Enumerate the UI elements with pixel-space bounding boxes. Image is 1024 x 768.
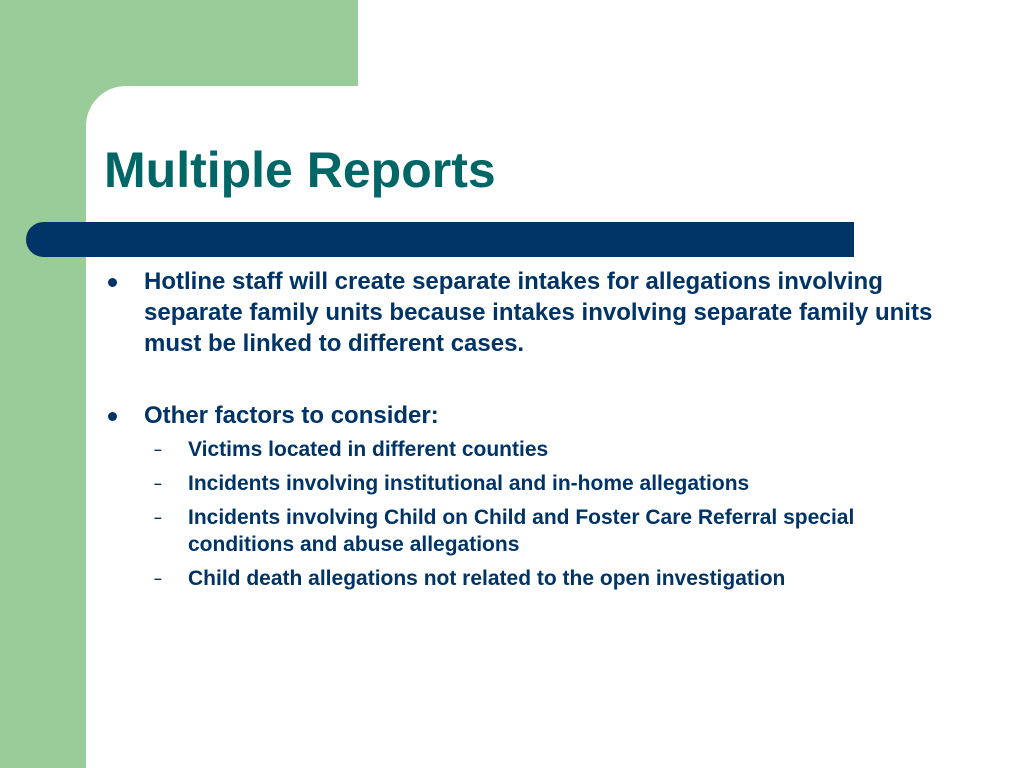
sub-bullet-text: Child death allegations not related to the open investigation <box>188 567 786 590</box>
sub-bullet-text: Incidents involving institutional and in-home allegations <box>188 472 750 495</box>
sub-bullet-item <box>104 504 948 558</box>
sub-bullet-list <box>104 436 984 592</box>
bullet-dot-icon <box>108 412 117 421</box>
sub-bullet-item <box>104 470 948 497</box>
bullet-item <box>104 266 944 359</box>
dash-icon: – <box>154 570 162 586</box>
green-top-block <box>0 0 358 86</box>
dash-icon: – <box>154 475 162 491</box>
slide-content <box>104 266 984 599</box>
title-underline-bar <box>26 222 854 257</box>
sub-bullet-text: Victims located in different counties <box>188 438 549 461</box>
sub-bullet-text: Incidents involving Child on Child and Foster Care Referral special conditions and abuse allegations <box>188 506 855 556</box>
dash-icon: – <box>154 441 162 457</box>
bullet-text: Hotline staff will create separate intakes for allegations involving separate family units because intakes involving separate family units must be linked to different cases. <box>144 268 933 357</box>
sub-bullet-item <box>104 436 948 463</box>
bullet-item <box>104 400 984 431</box>
bullet-text: Other factors to consider: <box>144 402 439 429</box>
green-side-strip <box>0 0 86 768</box>
dash-icon: – <box>154 509 162 525</box>
sub-bullet-item <box>104 565 948 592</box>
bullet-dot-icon <box>108 278 117 287</box>
slide-title: Multiple Reports <box>104 142 496 198</box>
